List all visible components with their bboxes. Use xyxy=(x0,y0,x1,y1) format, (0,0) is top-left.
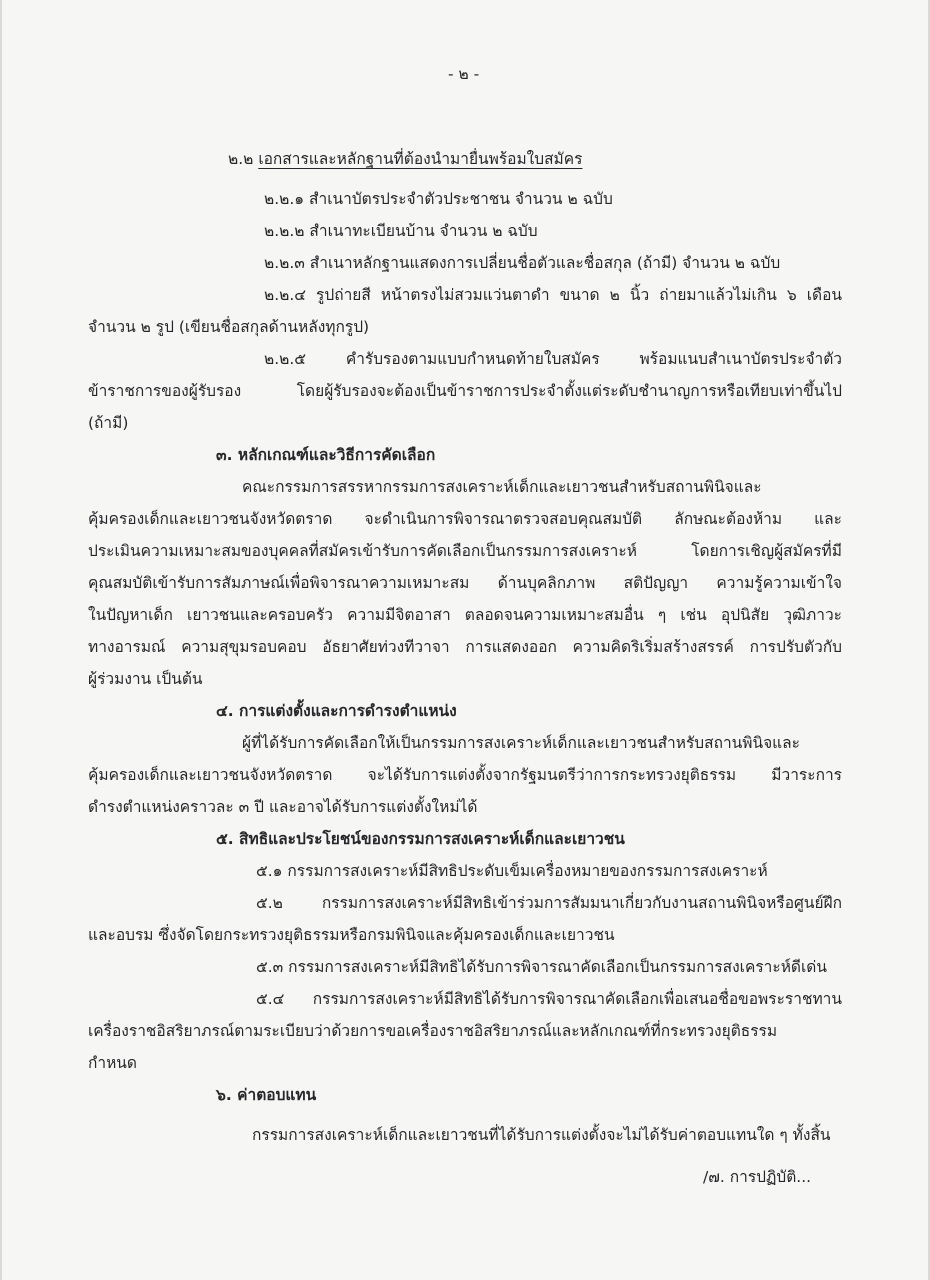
item-5-3: ๕.๓ กรรมการสงเคราะห์มีสิทธิได้รับการพิจารณาคัดเลือกเป็นกรรมการสงเคราะห์ดีเด่น xyxy=(256,958,827,976)
item-5-4-line-1: ๕.๔ กรรมการสงเคราะห์มีสิทธิได้รับการพิจารณาคัดเลือกเพื่อเสนอชื่อขอพระราชทาน xyxy=(256,990,842,1008)
item-5-4-line-2: เครื่องราชอิสริยาภรณ์ตามระเบียบว่าด้วยการขอเครื่องราชอิสริยาภรณ์และหลักเกณฑ์ที่กระทรวงยุติธรรม xyxy=(88,1022,778,1040)
section-3-line-2: คุ้มครองเด็กและเยาวชนจังหวัดตราด จะดำเนินการพิจารณาตรวจสอบคุณสมบัติ ลักษณะต้องห้าม และ xyxy=(88,510,842,528)
section-3-line-6: ทางอารมณ์ ความสุขุมรอบคอบ อัธยาศัยท่วงทีวาจา การแสดงออก ความคิดริเริ่มสร้างสรรค์ การปรับตัวกับ xyxy=(88,638,842,656)
item-2-2-5-line-2: ข้าราชการของผู้รับรอง โดยผู้รับรองจะต้องเป็นข้าราชการประจำตั้งแต่ระดับชำนาญการหรือเทียบเท่าขึ้นไป xyxy=(88,382,842,400)
section-6-title: ๖. ค่าตอบแทน xyxy=(216,1086,317,1104)
section-4-title: ๔. การแต่งตั้งและการดำรงตำแหน่ง xyxy=(216,702,457,720)
section-4-line-2: คุ้มครองเด็กและเยาวชนจังหวัดตราด จะได้รับการแต่งตั้งจากรัฐมนตรีว่าการกระทรวงยุติธรรม มีวาระการ xyxy=(88,766,842,784)
section-3-line-7: ผู้ร่วมงาน เป็นต้น xyxy=(88,670,203,688)
section-2-2-number: ๒.๒ xyxy=(228,150,254,168)
section-3-line-4: คุณสมบัติเข้ารับการสัมภาษณ์เพื่อพิจารณาความเหมาะสม ด้านบุคลิกภาพ สติปัญญา ความรู้ความเข้าใจ xyxy=(88,574,842,592)
section-3-title: ๓. หลักเกณฑ์และวิธีการคัดเลือก xyxy=(216,446,436,464)
section-4-line-3: ดำรงตำแหน่งคราวละ ๓ ปี และอาจได้รับการแต่งตั้งใหม่ได้ xyxy=(88,798,478,816)
item-5-1: ๕.๑ กรรมการสงเคราะห์มีสิทธิประดับเข็มเครื่องหมายของกรรมการสงเคราะห์ xyxy=(256,862,768,880)
item-5-2-line-2: และอบรม ซึ่งจัดโดยกระทรวงยุติธรรมหรือกรมพินิจและคุ้มครองเด็กและเยาวชน xyxy=(88,926,615,944)
continuation-note: /๗. การปฏิบัติ... xyxy=(703,1168,812,1186)
section-3-line-5: ในปัญหาเด็ก เยาวชนและครอบครัว ความมีจิตอาสา ตลอดจนความเหมาะสมอื่น ๆ เช่น อุปนิสัย วุฒิภาวะ xyxy=(88,606,842,624)
item-2-2-1: ๒.๒.๑ สำเนาบัตรประจำตัวประชาชน จำนวน ๒ ฉบับ xyxy=(264,190,613,208)
item-2-2-4-line-2: จำนวน ๒ รูป (เขียนชื่อสกุลด้านหลังทุกรูป) xyxy=(88,318,370,336)
item-2-2-5-line-1: ๒.๒.๕ คำรับรองตามแบบกำหนดท้ายใบสมัคร พร้อมแนบสำเนาบัตรประจำตัว xyxy=(264,350,842,368)
item-2-2-2: ๒.๒.๒ สำเนาทะเบียนบ้าน จำนวน ๒ ฉบับ xyxy=(264,222,538,240)
section-3-line-3: ประเมินความเหมาะสมของบุคคลที่สมัครเข้ารับการคัดเลือกเป็นกรรมการสงเคราะห์ โดยการเชิญผู้สมัครที่มี xyxy=(88,542,842,560)
section-2-2-title: เอกสารและหลักฐานที่ต้องนำมายื่นพร้อมใบสมัคร xyxy=(258,150,583,168)
item-2-2-3: ๒.๒.๓ สำเนาหลักฐานแสดงการเปลี่ยนชื่อตัวและชื่อสกุล (ถ้ามี) จำนวน ๒ ฉบับ xyxy=(264,254,781,272)
section-5-title: ๕. สิทธิและประโยชน์ของกรรมการสงเคราะห์เด็กและเยาวชน xyxy=(216,830,625,848)
item-2-2-5-line-3: (ถ้ามี) xyxy=(88,414,129,432)
section-6-line-1: กรรมการสงเคราะห์เด็กและเยาวชนที่ได้รับการแต่งตั้งจะไม่ได้รับค่าตอบแทนใด ๆ ทั้งสิ้น xyxy=(252,1126,831,1144)
item-5-2-line-1: ๕.๒ กรรมการสงเคราะห์มีสิทธิเข้าร่วมการสัมมนาเกี่ยวกับงานสถานพินิจหรือศูนย์ฝึก xyxy=(256,894,842,912)
section-4-line-1: ผู้ที่ได้รับการคัดเลือกให้เป็นกรรมการสงเคราะห์เด็กและเยาวชนสำหรับสถานพินิจและ xyxy=(242,734,800,752)
page-edge-left xyxy=(0,0,2,1280)
section-3-line-1: คณะกรรมการสรรหากรรมการสงเคราะห์เด็กและเยาวชนสำหรับสถานพินิจและ xyxy=(242,478,762,496)
section-2-2-heading xyxy=(228,152,582,168)
item-2-2-4-line-1: ๒.๒.๔ รูปถ่ายสี หน้าตรงไม่สวมแว่นตาดำ ขนาด ๒ นิ้ว ถ่ายมาแล้วไม่เกิน ๖ เดือน xyxy=(264,286,842,304)
page-number: - ๒ - xyxy=(448,65,480,83)
item-5-4-line-3: กำหนด xyxy=(88,1054,137,1072)
